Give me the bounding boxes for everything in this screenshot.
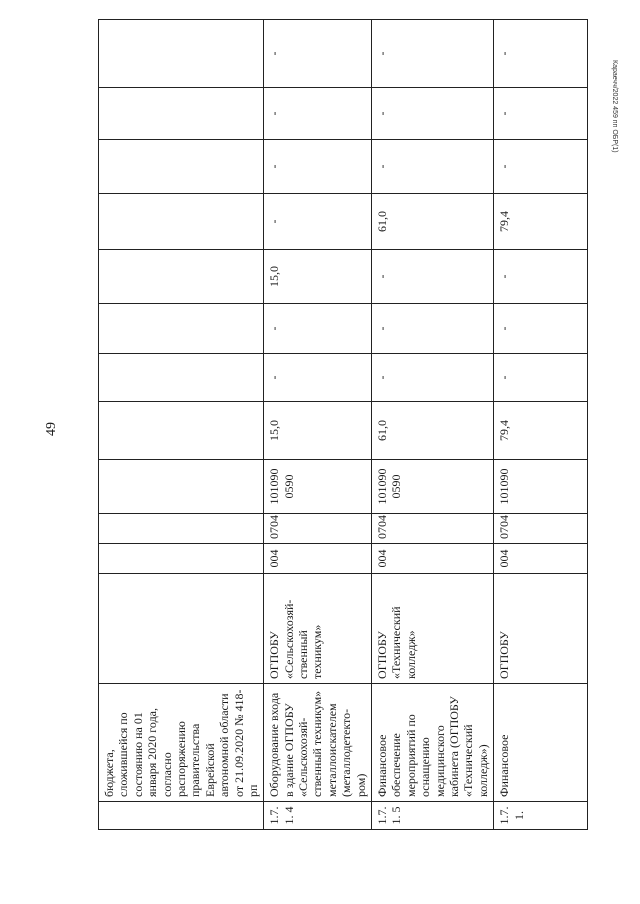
table-cell-c2: - xyxy=(372,304,494,354)
table-cell-c2: - xyxy=(494,304,588,354)
table-cell-csr: 101090 xyxy=(494,460,588,514)
table-cell-c3: 15,0 xyxy=(264,250,372,304)
table-cell-grbs: 004 xyxy=(264,544,372,574)
table-row xyxy=(264,20,372,830)
table-cell-csr: 101090 0590 xyxy=(372,460,494,514)
table-cell-name: бюджета, сложившейся по состоянию на 01 января 2020 года, согласно распоряжению правительства Еврейской автономной области от 21.09.2020 № 418-рп xyxy=(99,684,264,802)
table-cell-csr xyxy=(99,460,264,514)
table-cell-c5: - xyxy=(264,140,372,194)
table-cell-grbs: 004 xyxy=(372,544,494,574)
table-cell-c1 xyxy=(99,354,264,402)
table-cell-name: Финансовое обеспечение мероприятий по оснащению медицинского кабинета (ОГПОБУ «Технический колледж») xyxy=(372,684,494,802)
table-cell-c5: - xyxy=(494,140,588,194)
table-cell-num: 1.7.1. xyxy=(494,802,588,830)
table-cell-c1: - xyxy=(494,354,588,402)
table-cell-executor: ОГПОБУ xyxy=(494,574,588,684)
table-cell-rz: 0704 xyxy=(494,514,588,544)
table-cell-c1: - xyxy=(264,354,372,402)
table-cell-c5 xyxy=(99,140,264,194)
table-cell-c4: - xyxy=(264,194,372,250)
table-cell-rz: 0704 xyxy=(264,514,372,544)
table-cell-grbs xyxy=(99,544,264,574)
table-cell-executor: ОГПОБУ «Сельскохозяй-ственный техникум» xyxy=(264,574,372,684)
table-cell-num: 1.7.1. 5 xyxy=(372,802,494,830)
table-cell-c6: - xyxy=(494,88,588,140)
table-cell-c3 xyxy=(99,250,264,304)
table-cell-name: Оборудование входа в здание ОГПОБУ «Сельскохозяй-ственный техникум» металлоискателем (металлодетекто-ром) xyxy=(264,684,372,802)
table-cell-csr: 101090 0590 xyxy=(264,460,372,514)
table-cell-total xyxy=(99,402,264,460)
table-cell-total: 79,4 xyxy=(494,402,588,460)
table-cell-grbs: 004 xyxy=(494,544,588,574)
table-cell-c6: - xyxy=(372,88,494,140)
table-cell-c5: - xyxy=(372,140,494,194)
table-cell-c2: - xyxy=(264,304,372,354)
table-cell-c7: - xyxy=(372,20,494,88)
table-cell-rz xyxy=(99,514,264,544)
table-cell-c4: 79,4 xyxy=(494,194,588,250)
table-cell-num: 1.7.1. 4 xyxy=(264,802,372,830)
table-row xyxy=(494,20,588,830)
table-cell-c3: - xyxy=(494,250,588,304)
budget-table xyxy=(98,19,588,830)
table-cell-total: 61,0 xyxy=(372,402,494,460)
table-cell-c1: - xyxy=(372,354,494,402)
table-cell-total: 15,0 xyxy=(264,402,372,460)
table-cell-c2 xyxy=(99,304,264,354)
table-cell-rz: 0704 xyxy=(372,514,494,544)
table-cell-executor: ОГПОБУ «Технический колледж» xyxy=(372,574,494,684)
table-cell-executor xyxy=(99,574,264,684)
page-number: 49 xyxy=(44,422,59,436)
table-cell-c3: - xyxy=(372,250,494,304)
table-row xyxy=(99,20,264,830)
table-cell-c4: 61,0 xyxy=(372,194,494,250)
table-row xyxy=(372,20,494,830)
table-cell-c6: - xyxy=(264,88,372,140)
table-cell-c7 xyxy=(99,20,264,88)
document-stamp: Караечч/2022 459 пп ОБР(1) xyxy=(611,60,618,153)
table-cell-c6 xyxy=(99,88,264,140)
table-cell-num xyxy=(99,802,264,830)
rotated-table-container xyxy=(98,51,588,830)
table-cell-c7: - xyxy=(264,20,372,88)
table-cell-name: Финансовое xyxy=(494,684,588,802)
table-cell-c7: - xyxy=(494,20,588,88)
table-cell-c4 xyxy=(99,194,264,250)
